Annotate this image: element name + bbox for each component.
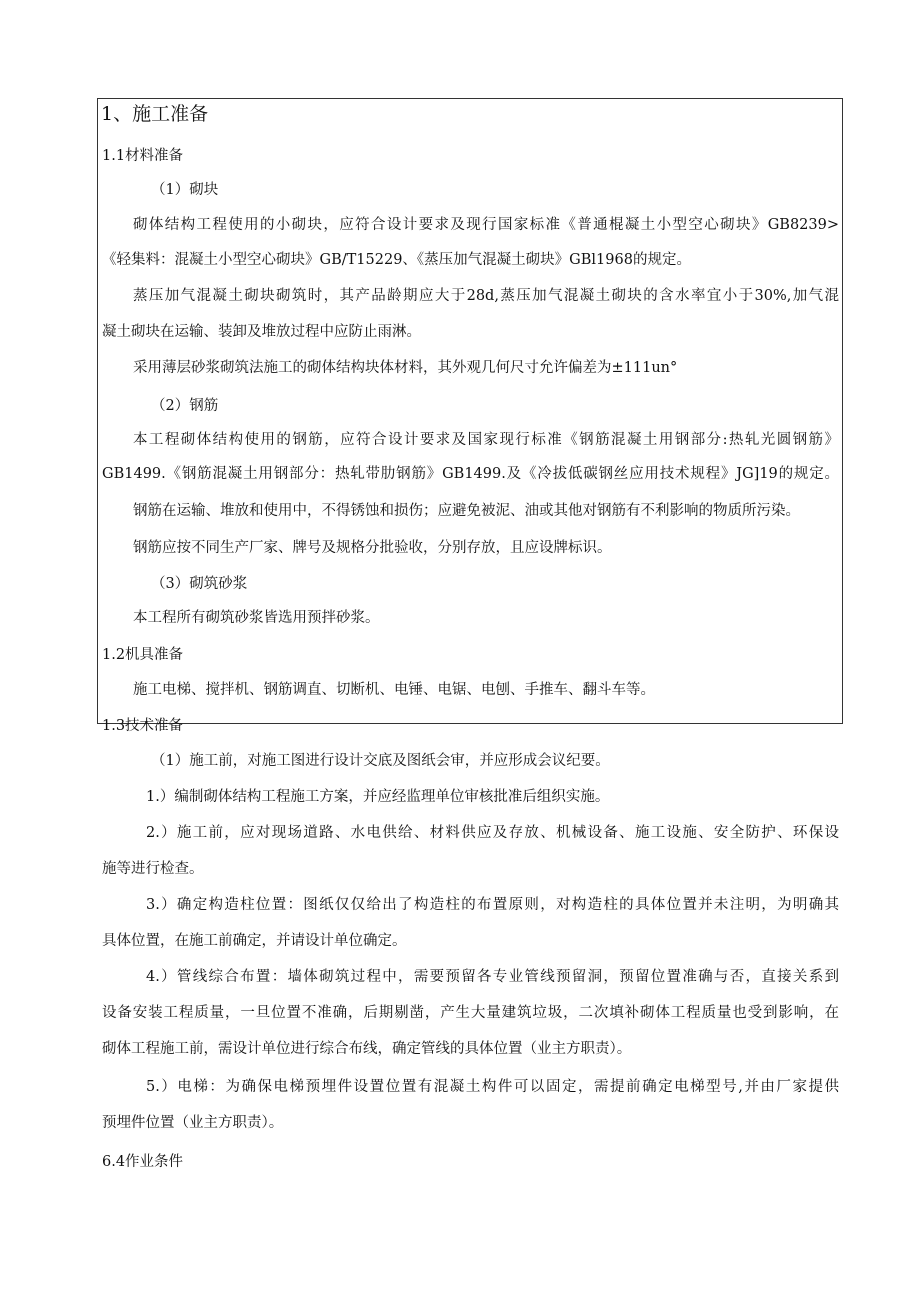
tech-prep-numbered-4-line3: 砌体工程施工前，需设计单位进行综合布线，确定管线的具体位置（业主方职责）。 <box>102 1041 632 1057</box>
item-blocks-para2-line2: 凝土砌块在运输、装卸及堆放过程中应防止雨淋。 <box>102 324 421 340</box>
subsection-1-1-heading: 1.1材料准备 <box>102 148 184 164</box>
tech-prep-item-1: （1）施工前，对施工图进行设计交底及图纸会审，并应形成会议纪要。 <box>151 753 610 769</box>
tech-prep-numbered-4-line1: 4.）管线综合布置：墙体砌筑过程中，需要预留各专业管线预留洞，预留位置准确与否，直接关系到 <box>146 969 839 985</box>
item-rebar-para3: 钢筋应按不同生产厂家、牌号及规格分批验收，分别存放，且应设牌标识。 <box>133 540 612 556</box>
tech-prep-numbered-5-line2: 预埋件位置（业主方职责）。 <box>102 1115 284 1131</box>
equipment-list: 施工电梯、搅拌机、钢筋调直、切断机、电锤、电锯、电刨、手推车、翻斗车等。 <box>133 682 655 698</box>
section-heading-1: 1、施工准备 <box>101 103 209 125</box>
item-blocks-para1-line2: 《轻集料：混凝土小型空心砌块》GB/T15229、《蒸压加气混凝土砌块》GBl1968的规定。 <box>102 252 691 268</box>
item-blocks-para2-line1: 蒸压加气混凝土砌块砌筑时，其产品龄期应大于28d,蒸压加气混凝土砌块的含水率宜小于30%,加气混 <box>133 288 839 304</box>
item-rebar-para1-line1: 本工程砌体结构使用的钢筋，应符合设计要求及国家现行标准《钢筋混凝土用钢部分:热轧光圆钢筋》 <box>133 432 839 448</box>
tech-prep-numbered-1: 1.）编制砌体结构工程施工方案，并应经监理单位审核批准后组织实施。 <box>146 789 610 805</box>
item-mortar-para1: 本工程所有砌筑砂浆皆选用预拌砂浆。 <box>133 610 380 626</box>
tech-prep-numbered-4-line2: 设备安装工程质量，一旦位置不准确，后期剔凿，产生大量建筑垃圾，二次填补砌体工程质量也受到影响，在 <box>102 1005 839 1021</box>
tech-prep-numbered-2-line2: 施等进行检查。 <box>102 861 204 877</box>
subsection-work-conditions-heading: 6.4作业条件 <box>102 1154 184 1170</box>
tech-prep-numbered-5-line1: 5.）电梯：为确保电梯预埋件设置位置有混凝土构件可以固定，需提前确定电梯型号,并由厂家提供 <box>146 1079 839 1095</box>
tech-prep-numbered-2-line1: 2.）施工前，应对现场道路、水电供给、材料供应及存放、机械设备、施工设施、安全防护、环保设 <box>146 825 839 841</box>
item-rebar-para2: 钢筋在运输、堆放和使用中，不得锈蚀和损伤；应避免被泥、油或其他对钢筋有不利影响的物质所污染。 <box>133 503 800 519</box>
item-blocks-para1-line1: 砌体结构工程使用的小砌块，应符合设计要求及现行国家标准《普通棍凝土小型空心砌块》GB8239> <box>133 217 839 233</box>
tech-prep-numbered-3-line2: 具体位置，在施工前确定，并请设计单位确定。 <box>102 933 407 949</box>
item-rebar-para1-line2: GB1499.《钢筋混凝土用钢部分：热轧带肋钢筋》GB1499.及《冷拔低碳钢丝应用技术规程》JG]19的规定。 <box>102 466 839 482</box>
item-rebar-title: （2）钢筋 <box>151 398 219 414</box>
tech-prep-numbered-3-line1: 3.）确定构造柱位置：图纸仅仅给出了构造柱的布置原则，对构造柱的具体位置并未注明，为明确其 <box>146 897 839 913</box>
item-blocks-title: （1）砌块 <box>151 182 219 198</box>
subsection-1-3-heading: 1.3技术准备 <box>102 718 184 734</box>
subsection-1-2-heading: 1.2机具准备 <box>102 647 184 663</box>
item-mortar-title: （3）砌筑砂浆 <box>151 576 248 592</box>
item-blocks-para3: 采用薄层砂浆砌筑法施工的砌体结构块体材料，其外观几何尺寸允许偏差为±111un° <box>133 360 678 376</box>
